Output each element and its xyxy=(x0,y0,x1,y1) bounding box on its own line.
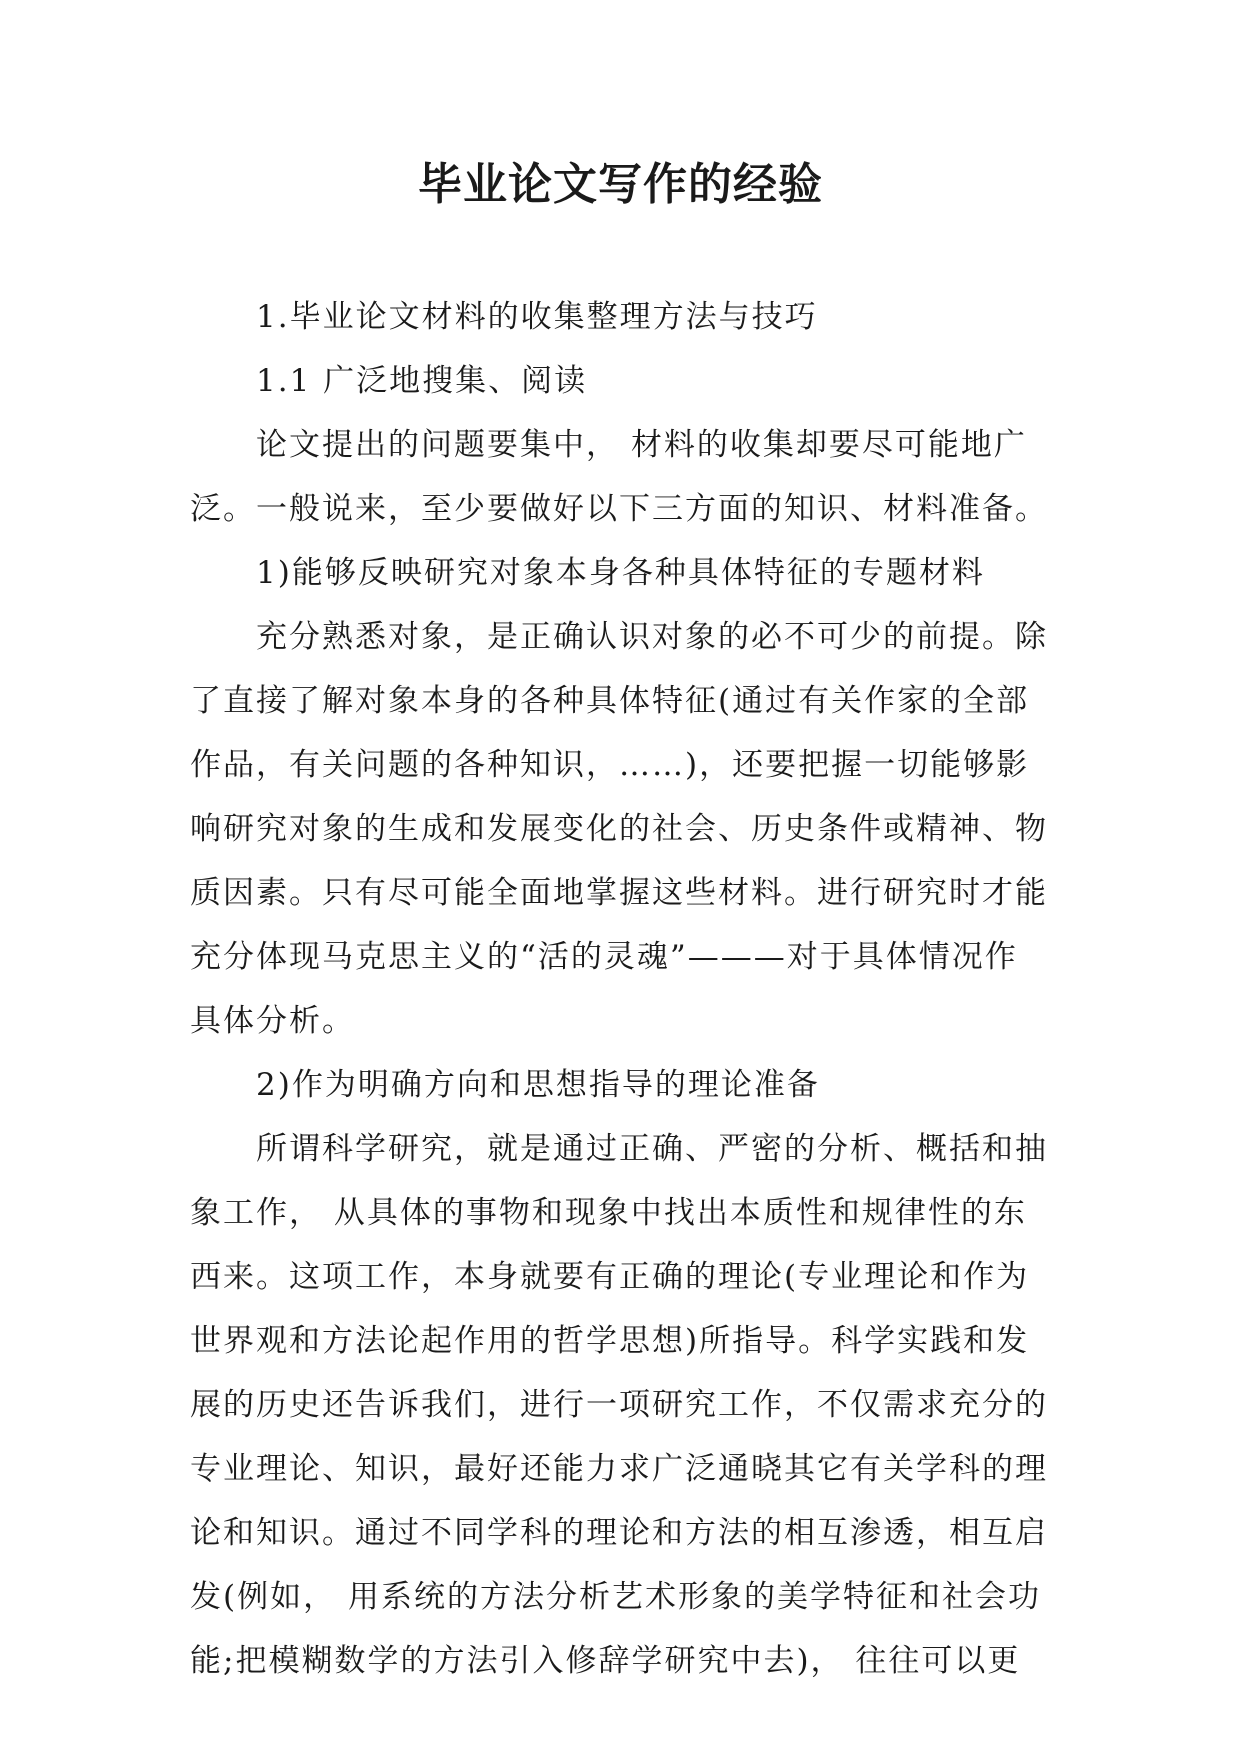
paragraph-line: 展的历史还告诉我们，进行一项研究工作，不仅需求充分的 xyxy=(190,1387,1048,1423)
paragraph-line: 响研究对象的生成和发展变化的社会、历史条件或精神、物 xyxy=(190,811,1048,847)
paragraph-line: 充分熟悉对象，是正确认识对象的必不可少的前提。除 xyxy=(256,619,1048,655)
paragraph-line: 泛。一般说来，至少要做好以下三方面的知识、材料准备。 xyxy=(190,491,1048,527)
paragraph-line: 论文提出的问题要集中， 材料的收集却要尽可能地广 xyxy=(256,427,1027,463)
document-title: 毕业论文写作的经验 xyxy=(418,159,823,210)
list-item-heading: 2)作为明确方向和思想指导的理论准备 xyxy=(256,1067,820,1103)
paragraph-line: 象工作， 从具体的事物和现象中找出本质性和规律性的东 xyxy=(190,1195,1027,1231)
paragraph-line: 专业理论、知识，最好还能力求广泛通晓其它有关学科的理 xyxy=(190,1451,1048,1487)
paragraph-line: 作品，有关问题的各种知识，……)，还要把握一切能够影 xyxy=(190,747,1030,783)
paragraph-line: 充分体现马克思主义的“活的灵魂”———对于具体情况作 xyxy=(190,939,1018,975)
paragraph-line: 具体分析。 xyxy=(190,1003,355,1039)
subsection-heading: 1.1 广泛地搜集、阅读 xyxy=(256,363,588,399)
list-item-heading: 1)能够反映研究对象本身各种具体特征的专题材料 xyxy=(256,555,985,591)
paragraph-line: 发(例如， 用系统的方法分析艺术形象的美学特征和社会功 xyxy=(190,1579,1041,1615)
paragraph-line: 质因素。只有尽可能全面地掌握这些材料。进行研究时才能 xyxy=(190,875,1048,911)
document-body xyxy=(190,285,1052,1693)
paragraph-line: 了直接了解对象本身的各种具体特征(通过有关作家的全部 xyxy=(190,683,1030,719)
paragraph-line: 所谓科学研究，就是通过正确、严密的分析、概括和抽 xyxy=(256,1131,1048,1167)
section-heading: 1.毕业论文材料的收集整理方法与技巧 xyxy=(256,299,818,335)
paragraph-line: 论和知识。通过不同学科的理论和方法的相互渗透，相互启 xyxy=(190,1515,1048,1551)
paragraph-line: 世界观和方法论起作用的哲学思想)所指导。科学实践和发 xyxy=(190,1323,1030,1359)
paragraph-line: 能;把模糊数学的方法引入修辞学研究中去)， 往往可以更 xyxy=(190,1643,1021,1679)
paragraph-line: 西来。这项工作，本身就要有正确的理论(专业理论和作为 xyxy=(190,1259,1030,1295)
